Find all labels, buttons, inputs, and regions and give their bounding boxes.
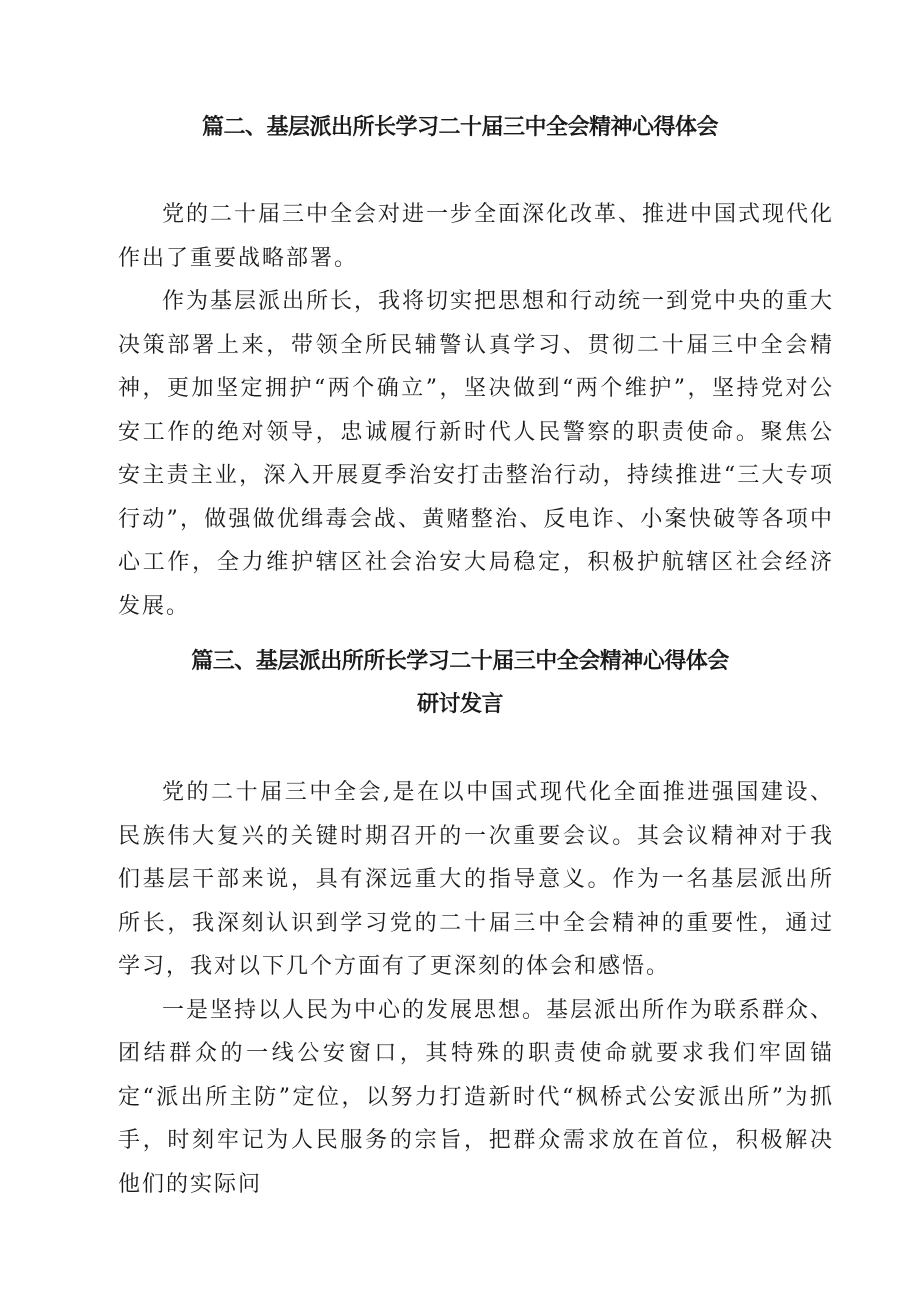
section-3-body	[118, 771, 834, 1206]
section-3-title-line-2: 研讨发言	[416, 692, 503, 717]
section-3-paragraph: 党的二十届三中全会,是在以中国式现代化全面推进强国建设、民族伟大复兴的关键时期召开的一次重要会议。其会议精神对于我们基层干部来说，具有深远重大的指导意义。作为一名基层派出所所长，我深刻认识到学习党的二十届三中全会精神的重要性，通过学习，我对以下几个方面有了更深刻的体会和感悟。	[118, 780, 834, 979]
section-2-paragraph: 作为基层派出所长，我将切实把思想和行动统一到党中央的重大决策部署上来，带领全所民辅警认真学习、贯彻二十届三中全会精神，更加坚定拥护“两个确立”，坚决做到“两个维护”，坚持党对公安工作的绝对领导，忠诚履行新时代人民警察的职责使命。聚焦公安主责主业，深入开展夏季治安打击整治行动，持续推进“三大专项行动”，做强做优缉毒会战、黄赌整治、反电诈、小案快破等各项中心工作，全力维护辖区社会治安大局稳定，积极护航辖区社会经济发展。	[118, 289, 835, 619]
section-3-title-line-1: 篇三、基层派出所所长学习二十届三中全会精神心得体会	[191, 649, 729, 674]
section-2-body	[118, 193, 834, 628]
section-3-paragraph: 一是坚持以人民为中心的发展思想。基层派出所作为联系群众、团结群众的一线公安窗口，其特殊的职责使命就要求我们牢固锚定“派出所主防”定位，以努力打造新时代“枫桥式公安派出所”为抓手，时刻牢记为人民服务的宗旨，把群众需求放在首位，积极解决他们的实际问	[118, 997, 835, 1197]
section-2-title: 篇二、基层派出所长学习二十届三中全会精神心得体会	[201, 115, 718, 140]
section-2-paragraph: 党的二十届三中全会对进一步全面深化改革、推进中国式现代化作出了重要战略部署。	[118, 202, 835, 271]
